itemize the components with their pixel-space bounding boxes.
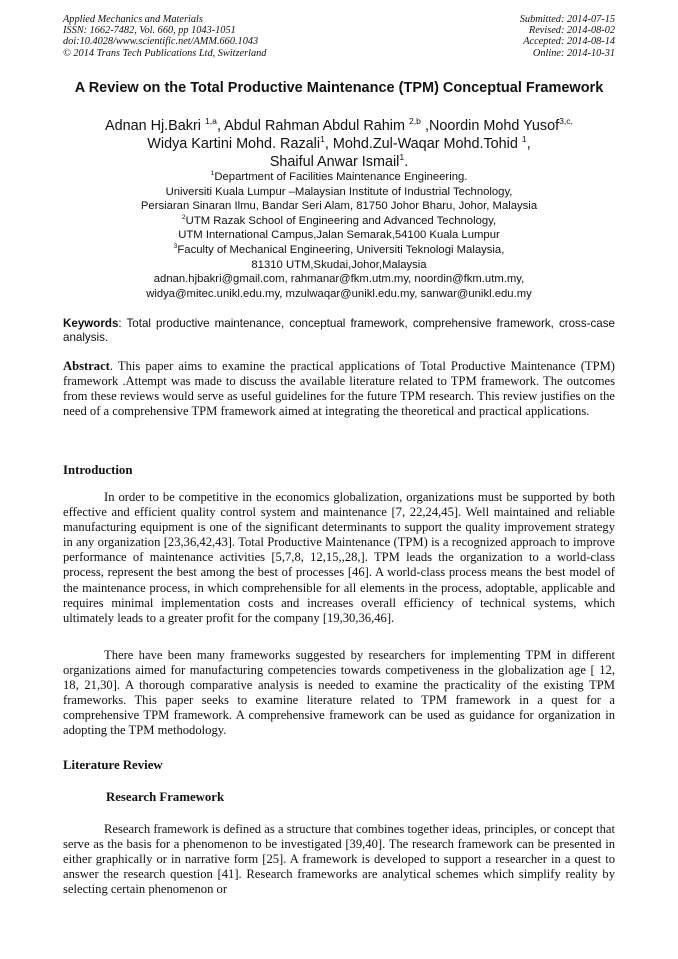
affiliation-1-line-3: Persiaran Sinaran Ilmu, Bandar Seri Alam, 81750 Johor Bharu, Johor, Malaysia: [140, 200, 538, 213]
introduction-paragraph-2: There have been many frameworks suggested by researchers for implementing TPM in different organizations aimed for manufacturing competencies towards competiveness in the globalization age [ 12, 18, 21,30]. A thorough comparative analysis is needed to examine the practicality of the existing TPM frameworks. This paper seeks to examine literature related to TPM framework in a quest for a comprehensive TPM framework. A comprehensive framework can be used as guidance for organization in adopting the TPM methodology.: [63, 648, 615, 738]
research-framework-heading: Research Framework: [106, 790, 225, 804]
keywords-label: Keywords: [63, 317, 119, 330]
author-list: [40, 117, 638, 171]
affiliation-2-line-2: UTM International Campus,Jalan Semarak,54100 Kuala Lumpur: [178, 229, 500, 242]
author-line-1: Adnan Hj.Bakri $^{1,a}$, Abdul Rahman Abdul Rahim $^{2,b}$ ,Noordin Mohd Yusof$^{3,c,}$: [104, 116, 574, 134]
affiliation-2: $^2$UTM Razak School of Engineering and Advanced Technology,: [181, 214, 497, 227]
paper-title: A Review on the Total Productive Maintenance (TPM) Conceptual Framework: [74, 80, 604, 96]
journal-copyright: © 2014 Trans Tech Publications Ltd, Switzerland: [63, 47, 267, 59]
revised-date: Revised: 2014-08-02: [528, 25, 615, 37]
introduction-paragraph-1: In order to be competitive in the economics globalization, organizations must be supported by both effective and efficient quality control system and maintenance [7, 22,24,45]. Well maintained and reliable manufacturing equipment is one of the significant determinants to support the quality improvement strategy in any organization [23,36,42,43]. Total Productive Maintenance (TPM) is a recognized approach to improve performance of maintenance activities [5,7,8, 12,15,,28,]. TPM leads the organization to a world-class process, represent the best among the best of processes [46]. A world-class process means the best model of the maintenance process, in which comprehensible for all elements in the process, adoptable, applicable and requires minimal implementation costs and increases overall efficiency of technical systems, which ultimately leads to a greater profit for the company [19,30,36,46].: [63, 490, 615, 625]
journal-info: [63, 14, 266, 59]
submission-dates: [520, 14, 615, 59]
affiliation-3-line-2: 81310 UTM,Skudai,Johor,Malaysia: [251, 258, 427, 271]
journal-issn: ISSN: 1662-7482, Vol. 660, pp 1043-1051: [63, 25, 236, 37]
abstract-label: Abstract: [63, 359, 110, 373]
affiliation-1-line-2: Universiti Kuala Lumpur –Malaysian Institute of Industrial Technology,: [165, 185, 513, 198]
literature-review-heading: Literature Review: [63, 758, 163, 772]
affiliation-1: $^1$Department of Facilities Maintenance Engineering.: [210, 170, 468, 183]
author-line-2: Widya Kartini Mohd. Razali$^1$, Mohd.Zul-Waqar Mohd.Tohid $^1$,: [147, 134, 531, 152]
accepted-date: Accepted: 2014-08-14: [523, 36, 615, 48]
research-framework-paragraph: Research framework is defined as a structure that combines together ideas, principles, or concept that serve as the basis for a phenomenon to be investigated [39,40]. The research framework can be presented in either graphically or in narrative form [25]. A framework is developed to support a researcher in a quest to answer the research question [41]. Research frameworks are analytical schemes which simplify reality by selecting certain phenomenon or: [63, 822, 615, 897]
journal-doi: doi:10.4028/www.scientific.net/AMM.660.1043: [63, 36, 259, 48]
author-line-3: Shaiful Anwar Ismail$^1$.: [269, 152, 409, 170]
submitted-date: Submitted: 2014-07-15: [519, 14, 615, 25]
keywords-text: : Total productive maintenance, conceptual framework, comprehensive framework, cross-case analysis.: [63, 317, 615, 344]
affiliation-3: $^3$Faculty of Mechanical Engineering, Universiti Teknologi Malaysia,: [173, 243, 505, 256]
abstract: [63, 359, 615, 419]
affiliations: [40, 170, 638, 301]
introduction-heading: Introduction: [63, 463, 133, 477]
journal-name: Applied Mechanics and Materials: [63, 14, 203, 25]
online-date: Online: 2014-10-31: [532, 47, 615, 59]
keywords: [63, 317, 615, 345]
author-emails-line-2: widya@mitec.unikl.edu.my, mzulwaqar@unikl.edu.my, sanwar@unikl.edu.my: [146, 287, 532, 300]
abstract-text: . This paper aims to examine the practical applications of Total Productive Maintenance (TPM) framework .Attempt was made to discuss the available literature related to TPM framework. The outcomes from these reviews would serve as useful guidelines for the future TPM research. This review justifies on the need of a comprehensive TPM framework aimed at integrating the theoretical and practical applications.: [63, 359, 615, 419]
author-emails: adnan.hjbakri@gmail.com, rahmanar@fkm.utm.my, noordin@fkm.utm.my,: [153, 273, 525, 286]
